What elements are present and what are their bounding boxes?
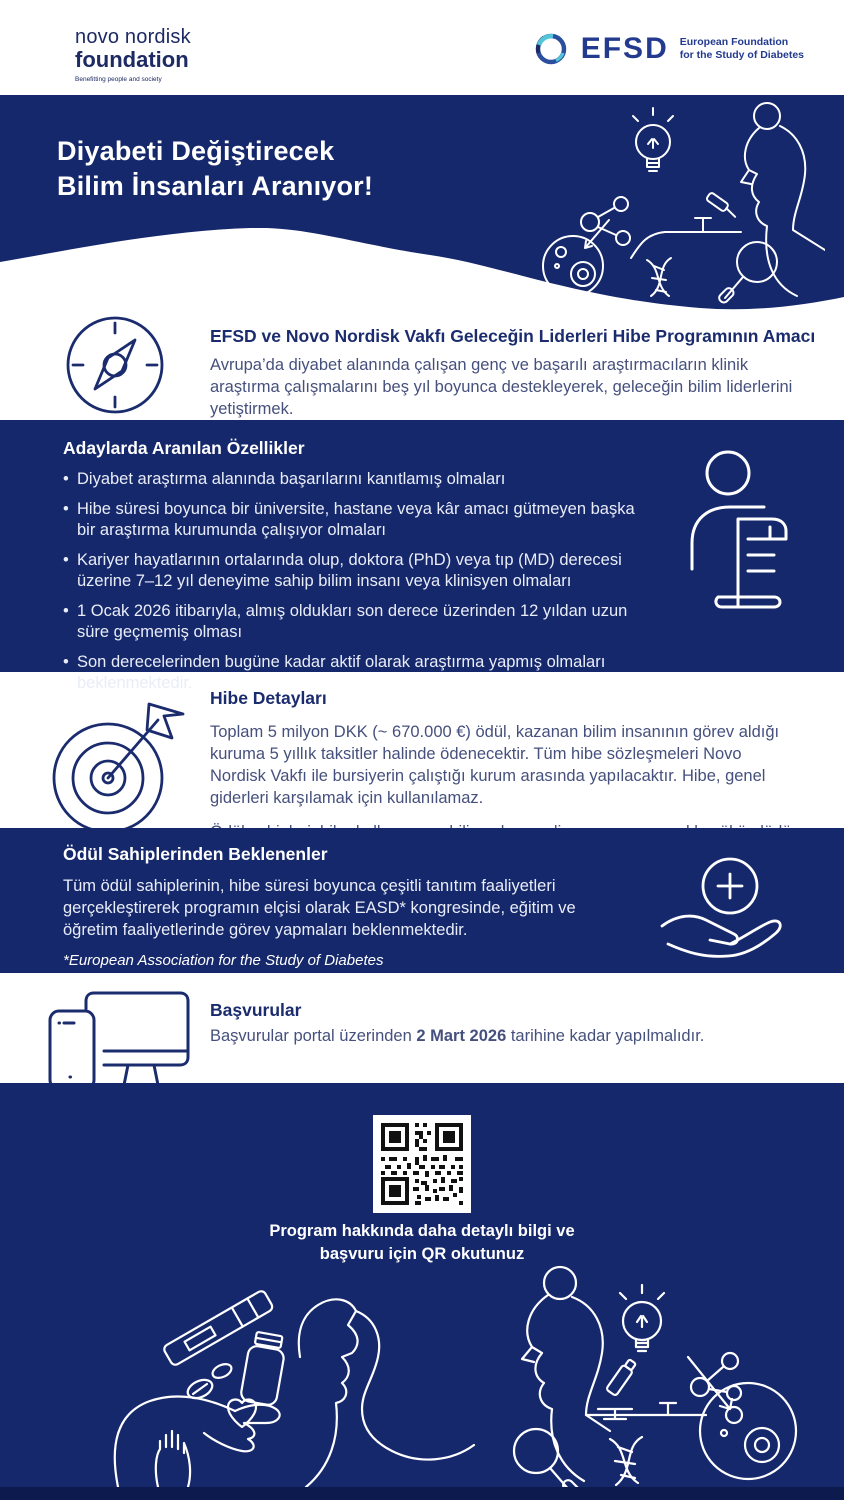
lab-stand-icon — [631, 218, 741, 258]
qr-caption-line2: başvuru için QR okutunuz — [319, 1245, 525, 1263]
expectations-heading: Ödül Sahiplerinden Beklenenler — [63, 844, 328, 864]
criteria-heading: Adaylarda Aranılan Özellikler — [63, 438, 305, 458]
applications-body-suffix: tarihine kadar yapılmalıdır. — [506, 1027, 705, 1045]
left-face-profile — [299, 1299, 474, 1487]
raised-hand-icon — [156, 1431, 190, 1487]
right-face-profile — [522, 1267, 610, 1481]
compass-icon — [63, 313, 167, 417]
purpose-body: Avrupa’da diyabet alanında çalışan genç ve başarılı araştırmacıların klinik araştırma çalışmalarını beş yıl boyunca destekleyerek, geleceğin bilim liderlerini yetiştirmek. — [210, 356, 793, 418]
person-scroll-icon — [678, 447, 796, 615]
insulin-pen-icon — [163, 1289, 274, 1366]
pills-icon — [185, 1361, 234, 1401]
efsd-logo — [530, 28, 804, 70]
applications-deadline: 2 Mart 2026 — [416, 1027, 507, 1045]
expectations-body: Tüm ödül sahiplerinin, hibe süresi boyunca çeşitli tanıtım faaliyetleri gerçekleştirerek programın elçisi olarak EASD* kongresinde, eğitim ve öğretim faaliyetlerinde görev yapmaları beklenmektedir. — [63, 877, 576, 939]
criteria-list — [63, 469, 648, 695]
efsd-org-line2: for the Study of Diabetes — [679, 49, 804, 61]
hand-plus-icon — [658, 852, 786, 962]
section-grant — [210, 688, 802, 843]
target-dart-icon — [46, 686, 190, 838]
petri-dish-icon-bottom — [688, 1357, 796, 1479]
criteria-item: • 1 Ocak 2026 itibarıyla, almış oldukları son derece üzerinden 12 yıldan uzun süre geçmemiş olması — [63, 601, 648, 644]
magnifier-icon — [718, 242, 777, 304]
nnf-logo-line2: foundation — [75, 47, 189, 72]
bottom-strip — [0, 1487, 844, 1500]
section-purpose — [210, 326, 822, 420]
microscope-icon — [598, 1358, 638, 1419]
efsd-org-name — [680, 36, 804, 62]
banner-title-line1: Diyabeti Değiştirecek — [57, 136, 335, 166]
expectations-footnote: *European Association for the Study of Diabetes — [63, 952, 384, 969]
criteria-item: • Son derecelerinden bugüne kadar aktif olarak araştırma yapmış olmaları beklenmektedir. — [63, 652, 648, 695]
magnifier-icon-bottom — [514, 1429, 581, 1487]
criteria-item: • Kariyer hayatlarının ortalarında olup, doktora (PhD) veya tıp (MD) derecesi üzerine 7–12 yıl deneyime sahip bilim insanı veya klinisyen olmaları — [63, 550, 648, 593]
grant-heading: Hibe Detayları — [210, 688, 327, 708]
researcher-profile — [741, 103, 825, 296]
purpose-heading: EFSD ve Novo Nordisk Vakfı Geleceğin Liderleri Hibe Programının Amacı — [210, 326, 816, 346]
qr-caption-line1: Program hakkında daha detaylı bilgi ve — [269, 1222, 575, 1240]
grant-paragraph-1: Toplam 5 milyon DKK (~ 670.000 €) ödül, kazanan bilim insanının görev aldığı kuruma 5 yıllık taksitler halinde ödenecektir. Tüm hibe sözleşmeleri Novo Nordisk Vakfı ile bursiyerin çalıştığı kurum arasında yapılacaktır. Hibe, genel giderleri karşılamak için kullanılamaz. — [210, 723, 780, 807]
lightbulb-icon — [633, 108, 673, 171]
section-expectations — [63, 844, 623, 969]
lightbulb-icon-bottom — [620, 1285, 664, 1351]
criteria-item: • Diyabet araştırma alanında başarılarını kanıtlamış olmaları — [63, 469, 648, 491]
section-applications — [210, 1000, 810, 1047]
vial-icon — [240, 1331, 288, 1406]
science-illustration-top — [535, 100, 825, 308]
novo-nordisk-foundation-logo — [75, 26, 191, 83]
efsd-ring-icon — [530, 28, 572, 70]
nnf-logo-tagline: Benefitting people and society — [75, 76, 162, 83]
nnf-logo-line1: novo nordisk — [75, 26, 191, 48]
devices-icon — [42, 985, 196, 1095]
petri-dish-icon — [543, 220, 609, 296]
banner-title — [57, 134, 373, 204]
efsd-acronym: EFSD — [580, 32, 669, 65]
qr-caption — [192, 1220, 652, 1266]
section-criteria — [63, 438, 648, 703]
header — [0, 0, 844, 95]
applications-body — [210, 1025, 810, 1047]
dna-icon-bottom — [610, 1437, 642, 1485]
applications-body-prefix: Başvurular portal üzerinden — [210, 1027, 417, 1045]
footer — [0, 1083, 844, 1500]
efsd-org-line1: European Foundation — [679, 36, 789, 48]
dna-icon — [647, 258, 671, 296]
science-illustration-bottom — [0, 1261, 844, 1487]
pipette-icon — [706, 192, 739, 219]
applications-heading: Başvurular — [210, 1000, 302, 1020]
molecule-icon — [581, 197, 630, 245]
banner-title-line2: Bilim İnsanları Aranıyor! — [57, 171, 374, 201]
qr-code — [373, 1115, 471, 1213]
criteria-item: • Hibe süresi boyunca bir üniversite, hastane veya kâr amacı gütmeyen başka bir araştırma kurumunda çalışıyor olmaları — [63, 499, 648, 542]
